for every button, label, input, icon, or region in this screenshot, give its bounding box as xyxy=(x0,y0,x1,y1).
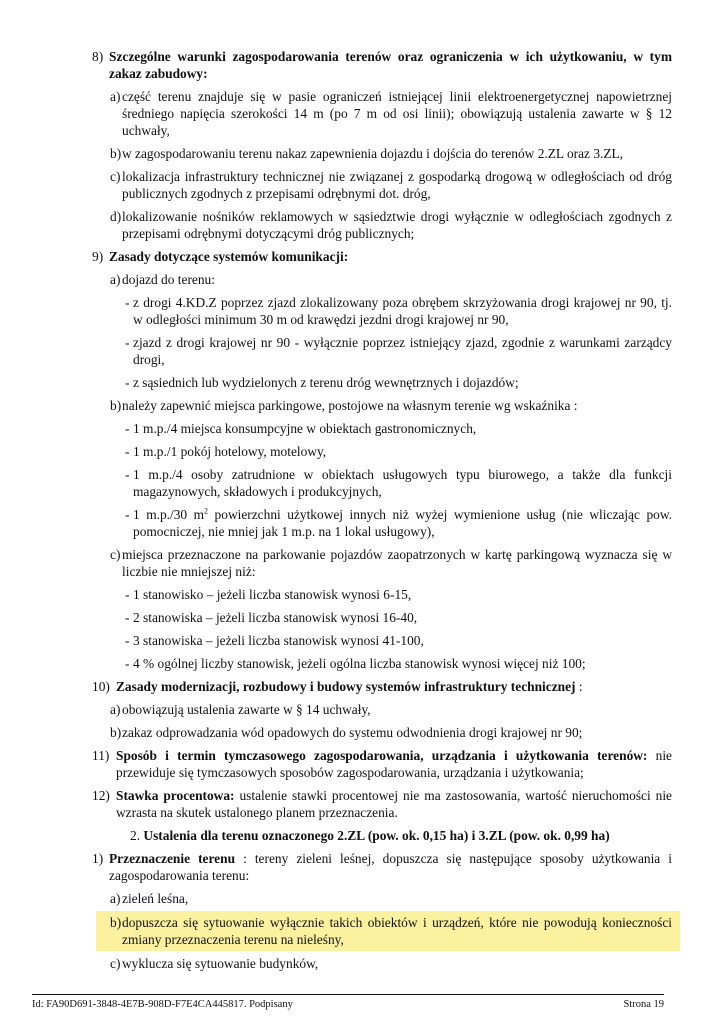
dash-item: - zjazd z drogi krajowej nr 90 - wyłącznie poprzez istniejący zjazd, zgodnie z warunkami zarządcy drogi, xyxy=(125,335,672,367)
section-8 xyxy=(92,48,672,82)
chapter-2-heading: 2. Ustalenia dla terenu oznaczonego 2.ZL (pow. ok. 0,15 ha) i 3.ZL (pow. ok. 0,99 ha) xyxy=(130,828,610,843)
footer-rule xyxy=(32,994,664,995)
section-8-item-a: a) część terenu znajduje się w pasie ograniczeń istniejącej linii elektroenergetycznej napowietrznej średniego napięcia szerokości 14 m (po 7 m od osi linii); obowiązują ustalenia zawarte w § 12 uchwały, xyxy=(110,89,672,138)
dash-item: - 1 m.p./4 miejsca konsumpcyjne w obiektach gastronomicznych, xyxy=(125,421,477,436)
section-9-item-b: b) należy zapewnić miejsca parkingowe, postojowe na własnym terenie wg wskaźnika : xyxy=(110,398,578,413)
paragraph-1-item-a: a) zieleń leśna, xyxy=(110,891,189,906)
dash-item: - 2 stanowiska – jeżeli liczba stanowisk wynosi 16-40, xyxy=(125,610,418,625)
section-10: 10) Zasady modernizacji, rozbudowy i budowy systemów infrastruktury technicznej : xyxy=(92,679,583,694)
section-8-item-d: d) lokalizowanie nośników reklamowych w sąsiedztwie drogi wyłącznie w odległościach zgodnych z przepisami odrębnymi dotyczącymi dróg publicznych; xyxy=(110,209,672,241)
dash-item: - 1 m.p./1 pokój hotelowy, motelowy, xyxy=(125,444,327,459)
dash-item: - 1 m.p./30 $m^2$ powierzchni użytkowej innych niż wyżej wymienione usług (nie wliczając pow. pomocniczej, nie mniej jak 1 m.p. na 1 lokal usługowy), xyxy=(125,506,672,539)
section-8-title: Szczególne warunki zagospodarowania terenów oraz ograniczenia w ich użytkowaniu, w tym zakaz zabudowy: xyxy=(109,49,672,81)
dash-item: - 1 stanowisko – jeżeli liczba stanowisk wynosi 6-15, xyxy=(125,587,412,602)
section-9: 9) Zasady dotyczące systemów komunikacji: xyxy=(92,249,349,264)
dash-item: - z drogi 4.KD.Z poprzez zjazd zlokalizowany poza obrębem skrzyżowania drogi krajowej nr 90, tj. w odległości minimum 30 m od krawędzi jezdni drogi krajowej nr 90, xyxy=(125,295,672,327)
section-9-title: Zasady dotyczące systemów komunikacji: xyxy=(109,249,349,264)
paragraph-1: 1) Przeznaczenie terenu : tereny zieleni leśnej, dopuszcza się następujące sposoby użytkowania i zagospodarowania terenu: xyxy=(92,851,673,883)
page-number: Strona 19 xyxy=(623,999,664,1010)
highlighted-passage xyxy=(96,911,680,951)
document-body xyxy=(0,48,724,978)
section-11-title: Sposób i termin tymczasowego zagospodarowania, urządzania i użytkowania terenów: xyxy=(116,748,648,763)
section-9-item-c: c) miejsca przeznaczone na parkowanie pojazdów zaopatrzonych w kartę parkingową wyznacza się w liczbie nie mniejszej niż: xyxy=(110,547,672,579)
section-8-item-b: b) w zagospodarowaniu terenu nakaz zapewnienia dojazdu i dojścia do terenów 2.ZL oraz 3.ZL, xyxy=(110,146,624,161)
paragraph-1-item-b: b) dopuszcza się sytuowanie wyłącznie takich obiektów i urządzeń, które nie powodują konieczności zmiany przeznaczenia terenu na nieleśny, xyxy=(110,915,672,947)
section-10-item-a: a) obowiązują ustalenia zawarte w § 14 uchwały, xyxy=(110,702,371,717)
paragraph-1-item-c: c) wyklucza się sytuowanie budynków, xyxy=(110,956,319,971)
dash-item: - 3 stanowiska – jeżeli liczba stanowisk wynosi 41-100, xyxy=(125,633,424,648)
dash-item: - 1 m.p./4 osoby zatrudnione w obiektach usługowych typu biurowego, a także dla funkcji magazynowych, składowych i produkcyjnych, xyxy=(125,467,672,499)
section-9-item-a: a) dojazd do terenu: xyxy=(110,272,215,287)
section-10-title: Zasady modernizacji, rozbudowy i budowy systemów infrastruktury technicznej xyxy=(116,679,576,694)
document-id: Id: FA90D691-3848-4E7B-908D-F7E4CA445817. Podpisany xyxy=(32,999,293,1010)
section-12-title: Stawka procentowa: xyxy=(116,788,235,803)
paragraph-1-title: Przeznaczenie terenu xyxy=(109,851,236,866)
dash-item: - z sąsiednich lub wydzielonych z terenu dróg wewnętrznych i dojazdów; xyxy=(125,375,519,390)
dash-item: - 4 % ogólnej liczby stanowisk, jeżeli ogólna liczba stanowisk wynosi więcej niż 100; xyxy=(125,656,586,671)
section-10-item-b: b) zakaz odprowadzania wód opadowych do systemu odwodnienia drogi krajowej nr 90; xyxy=(110,725,583,740)
section-8-item-c: c) lokalizacja infrastruktury technicznej nie związanej z gospodarką drogową w odległościach od dróg publicznych zgodnych z przepisami odrębnymi dot. dróg, xyxy=(110,169,672,201)
section-8-number: 8) xyxy=(92,49,104,64)
section-12: 12) Stawka procentowa: ustalenie stawki procentowej nie ma zastosowania, wartość nieruchomości nie wzrasta na skutek ustalonego planem przeznaczenia. xyxy=(92,788,672,820)
section-11: 11) Sposób i termin tymczasowego zagospodarowania, urządzania i użytkowania terenów: nie przewiduje się tymczasowych sposobów zagospodarowania, urządzania i użytkowania; xyxy=(92,748,672,780)
